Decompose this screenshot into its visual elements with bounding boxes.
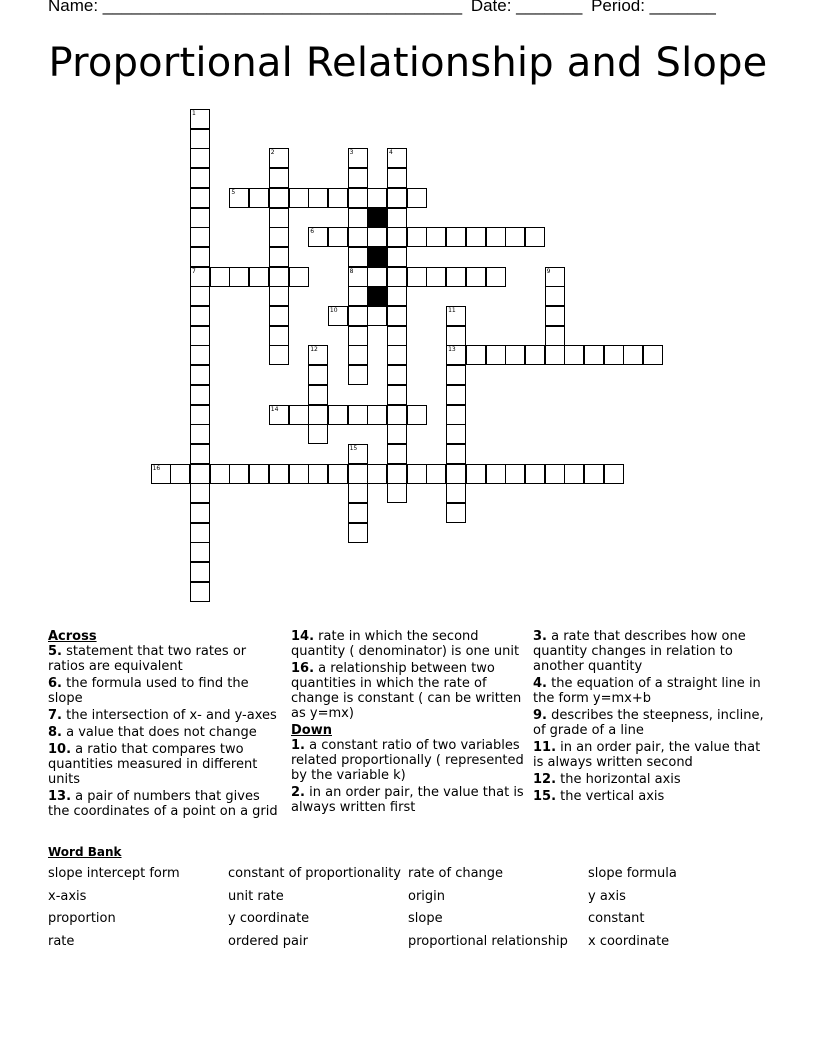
crossword-cell[interactable] — [308, 385, 328, 405]
crossword-cell[interactable] — [387, 168, 407, 188]
crossword-cell[interactable] — [308, 464, 328, 484]
crossword-cell[interactable] — [190, 326, 210, 346]
crossword-cell[interactable] — [269, 345, 289, 365]
crossword-cell[interactable] — [407, 405, 427, 425]
crossword-cell[interactable] — [387, 188, 407, 208]
clue-num: 4. — [533, 676, 547, 691]
crossword-cell[interactable] — [387, 267, 407, 287]
crossword-cell[interactable] — [190, 444, 210, 464]
crossword-cell[interactable] — [229, 267, 249, 287]
crossword-cell[interactable] — [367, 306, 387, 326]
crossword-cell[interactable] — [289, 267, 309, 287]
crossword-cell[interactable] — [446, 444, 466, 464]
page-title: Proportional Relationship and Slope — [48, 40, 768, 86]
crossword-cell[interactable] — [269, 247, 289, 267]
clue-number: 1 — [192, 110, 196, 117]
crossword-cell[interactable] — [446, 326, 466, 346]
crossword-cell[interactable] — [446, 503, 466, 523]
crossword-cell[interactable] — [446, 483, 466, 503]
clues-column-3 — [533, 629, 769, 806]
clue-number: 2 — [270, 149, 275, 157]
crossword-cell[interactable] — [387, 247, 407, 267]
down-heading: Down — [291, 723, 332, 738]
name-field[interactable]: Name: ______________________________________ — [48, 0, 463, 15]
crossword-cell[interactable] — [269, 208, 289, 228]
crossword-cell[interactable] — [348, 503, 368, 523]
crossword-cell[interactable] — [387, 365, 407, 385]
clue-number: 6 — [310, 228, 315, 236]
crossword-cell[interactable] — [584, 345, 604, 365]
clue-c3-4 — [533, 772, 769, 787]
crossword-cell[interactable] — [387, 227, 407, 247]
crossword-cell[interactable] — [564, 464, 584, 484]
crossword-cell[interactable] — [348, 267, 368, 287]
clue-c2d-1 — [291, 785, 527, 815]
clue-number: 12 — [310, 346, 318, 354]
word-bank-item: slope intercept form — [48, 866, 180, 881]
word-bank-item: constant of proportionality — [228, 866, 402, 881]
crossword-cell[interactable] — [466, 345, 486, 365]
clue-c1-5 — [48, 789, 284, 819]
crossword-cell[interactable] — [190, 582, 210, 602]
crossword-cell[interactable] — [486, 227, 506, 247]
crossword-cell[interactable] — [584, 464, 604, 484]
crossword-cell[interactable] — [505, 227, 525, 247]
word-bank-item: slope formula — [588, 866, 677, 881]
clue-num: 8. — [48, 725, 62, 740]
crossword-cell[interactable] — [190, 306, 210, 326]
crossword-cell[interactable] — [269, 286, 289, 306]
period-field[interactable]: Period: _______ — [591, 0, 716, 15]
crossword-cell[interactable] — [446, 424, 466, 444]
clue-text: in an order pair, the value that is always written second — [533, 740, 761, 770]
clue-c3-2 — [533, 708, 769, 738]
clue-number: 7 — [192, 267, 196, 275]
crossword-cell[interactable] — [387, 483, 407, 503]
crossword-cell[interactable] — [190, 227, 210, 247]
crossword-cell[interactable] — [407, 464, 427, 484]
clue-text: the formula used to find the slope — [48, 676, 249, 706]
crossword-cell[interactable] — [348, 188, 368, 208]
clue-c2a-0 — [291, 629, 527, 659]
crossword-cell[interactable] — [348, 227, 368, 247]
crossword-cell[interactable] — [486, 267, 506, 287]
crossword-cell[interactable] — [348, 365, 368, 385]
date-field[interactable]: Date: _______ — [470, 0, 583, 15]
clue-number: 4 — [389, 149, 393, 157]
clues-column-2 — [291, 629, 527, 817]
crossword-cell[interactable] — [190, 286, 210, 306]
crossword-cell[interactable] — [387, 208, 407, 228]
clue-num: 14. — [291, 629, 315, 644]
word-bank-item: proportional relationship — [408, 934, 568, 950]
clues-column-1 — [48, 629, 284, 821]
crossword-cell[interactable] — [348, 326, 368, 346]
clue-num: 5. — [48, 644, 62, 659]
clue-text: the horizontal axis — [556, 772, 681, 787]
word-bank-item: unit rate — [228, 888, 284, 904]
crossword-cell[interactable] — [328, 405, 348, 425]
crossword-cell[interactable] — [269, 227, 289, 247]
crossword-cell[interactable] — [348, 247, 368, 267]
crossword-cell[interactable] — [328, 464, 348, 484]
clue-text: a relationship between two quantities in which the rate of change is constant ( can be written as y=mx) — [291, 661, 522, 721]
clue-number: 13 — [448, 346, 456, 354]
clue-number: 5 — [231, 188, 236, 196]
crossword-cell[interactable] — [348, 444, 368, 464]
clue-num: 15. — [533, 789, 557, 804]
crossword-cell[interactable] — [190, 188, 210, 208]
crossword-cell[interactable] — [545, 326, 565, 346]
crossword-cell[interactable] — [426, 267, 446, 287]
crossword-cell[interactable] — [604, 464, 624, 484]
crossword-cell[interactable] — [229, 188, 249, 208]
crossword-cell[interactable] — [328, 188, 348, 208]
crossword-cell[interactable] — [387, 444, 407, 464]
clue-text: statement that two rates or ratios are equivalent — [48, 644, 247, 674]
clue-number: 8 — [349, 267, 354, 275]
crossword-cell[interactable] — [623, 345, 643, 365]
clue-text: a ratio that compares two quantities measured in different units — [48, 742, 258, 787]
crossword-cell[interactable] — [466, 267, 486, 287]
clue-text: a pair of numbers that gives the coordinates of a point on a grid — [48, 789, 278, 819]
clue-text: rate in which the second quantity ( denominator) is one unit — [291, 629, 520, 659]
crossword-cell[interactable] — [249, 464, 269, 484]
crossword-cell[interactable] — [466, 227, 486, 247]
clue-num: 11. — [533, 740, 557, 755]
crossword-cell[interactable] — [348, 483, 368, 503]
clue-text: a rate that describes how one quantity changes in relation to another quantity — [533, 629, 746, 674]
crossword-cell[interactable] — [190, 247, 210, 267]
clue-c1-1 — [48, 676, 284, 706]
crossword-cell[interactable] — [328, 227, 348, 247]
crossword-cell[interactable] — [348, 208, 368, 228]
clue-num: 12. — [533, 772, 557, 787]
crossword-cell[interactable] — [387, 148, 407, 168]
clue-num: 2. — [291, 785, 305, 800]
clue-number: 14 — [270, 405, 279, 413]
crossword-cell[interactable] — [308, 424, 328, 444]
crossword-cell[interactable] — [486, 345, 506, 365]
crossword-cell[interactable] — [348, 405, 368, 425]
crossword-cell[interactable] — [367, 188, 387, 208]
crossword-cell[interactable] — [190, 168, 210, 188]
crossword-cell[interactable] — [387, 306, 407, 326]
crossword-cell[interactable] — [328, 306, 348, 326]
crossword-cell[interactable] — [446, 385, 466, 405]
crossword-cell[interactable] — [190, 385, 210, 405]
crossword-cell[interactable] — [446, 227, 466, 247]
crossword-cell[interactable] — [190, 129, 210, 149]
crossword-cell[interactable] — [348, 523, 368, 543]
crossword-cell[interactable] — [525, 345, 545, 365]
crossword-cell[interactable] — [426, 227, 446, 247]
crossword-cell[interactable] — [545, 464, 565, 484]
crossword-cell[interactable] — [348, 464, 368, 484]
clue-c1-2 — [48, 708, 284, 723]
crossword-cell[interactable] — [190, 562, 210, 582]
crossword-cell[interactable] — [446, 365, 466, 385]
clue-text: a constant ratio of two variables related proportionally ( represented by the variable k) — [291, 738, 524, 783]
clue-c1-3 — [48, 725, 284, 740]
crossword-cell[interactable] — [210, 464, 230, 484]
crossword-cell[interactable] — [308, 188, 328, 208]
clue-text: the vertical axis — [556, 789, 665, 804]
crossword-cell[interactable] — [190, 109, 210, 129]
clue-text: a value that does not change — [61, 725, 257, 740]
crossword-cell[interactable] — [387, 286, 407, 306]
word-bank-item: slope — [408, 911, 443, 927]
crossword-cell[interactable] — [170, 464, 190, 484]
clue-c3-0 — [533, 629, 769, 674]
crossword-cell[interactable] — [387, 464, 407, 484]
crossword-cell[interactable] — [190, 523, 210, 543]
clue-number: 10 — [329, 307, 338, 314]
crossword-cell[interactable] — [289, 188, 309, 208]
crossword-cell[interactable] — [348, 286, 368, 306]
crossword-cell[interactable] — [367, 227, 387, 247]
crossword-cell[interactable] — [190, 464, 210, 484]
clue-c3-1 — [533, 676, 769, 706]
across-heading: Across — [48, 629, 97, 644]
crossword-cell[interactable] — [190, 542, 210, 562]
crossword-cell[interactable] — [387, 345, 407, 365]
crossword-cell[interactable] — [190, 267, 210, 287]
crossword-cell[interactable] — [387, 385, 407, 405]
crossword-cell[interactable] — [190, 405, 210, 425]
crossword-cell[interactable] — [466, 464, 486, 484]
clue-number: 11 — [448, 307, 456, 314]
clue-num: 10. — [48, 742, 72, 757]
crossword-cell[interactable] — [269, 267, 289, 287]
word-bank-item: y axis — [588, 888, 626, 904]
clue-number: 9 — [546, 267, 551, 275]
crossword-cell[interactable] — [190, 483, 210, 503]
crossword-cell[interactable] — [387, 326, 407, 346]
word-bank-item: ordered pair — [228, 934, 308, 950]
word-bank-item: origin — [408, 888, 446, 904]
crossword-cell[interactable] — [190, 208, 210, 228]
crossword-cell[interactable] — [407, 188, 427, 208]
crossword-cell[interactable] — [269, 306, 289, 326]
crossword-cell[interactable] — [308, 365, 328, 385]
crossword-cell[interactable] — [367, 405, 387, 425]
word-bank-item: rate of change — [408, 866, 504, 881]
clue-num: 9. — [533, 708, 547, 723]
crossword-cell[interactable] — [308, 345, 328, 365]
crossword-cell[interactable] — [308, 405, 328, 425]
crossword-cell[interactable] — [269, 188, 289, 208]
crossword-cell[interactable] — [269, 326, 289, 346]
crossword-cell[interactable] — [407, 267, 427, 287]
word-bank-item: proportion — [48, 911, 116, 927]
crossword-cell[interactable] — [407, 227, 427, 247]
crossword-cell[interactable] — [190, 503, 210, 523]
black-square — [367, 208, 387, 228]
crossword-cell[interactable] — [564, 345, 584, 365]
crossword-cell[interactable] — [289, 405, 309, 425]
crossword-cell[interactable] — [525, 227, 545, 247]
clue-text: describes the steepness, incline, of grade of a line — [533, 708, 764, 738]
crossword-cell[interactable] — [190, 345, 210, 365]
word-bank-item: y coordinate — [228, 911, 310, 927]
word-bank-heading: Word Bank — [48, 845, 122, 859]
crossword-cell[interactable] — [348, 148, 368, 168]
crossword-cell[interactable] — [190, 424, 210, 444]
crossword-cell[interactable] — [426, 464, 446, 484]
word-bank-item: x coordinate — [588, 934, 670, 950]
clue-num: 6. — [48, 676, 62, 691]
crossword-cell[interactable] — [643, 345, 663, 365]
crossword-cell[interactable] — [229, 464, 249, 484]
crossword-cell[interactable] — [289, 464, 309, 484]
clue-c2a-1 — [291, 661, 527, 721]
clue-c3-3 — [533, 740, 769, 770]
clue-c2d-0 — [291, 738, 527, 783]
crossword-cell[interactable] — [249, 267, 269, 287]
crossword-cell[interactable] — [387, 424, 407, 444]
clue-text: the intersection of x- and y-axes — [61, 708, 277, 723]
crossword-cell[interactable] — [210, 267, 230, 287]
clue-num: 3. — [533, 629, 547, 644]
crossword-cell[interactable] — [190, 148, 210, 168]
crossword-cell[interactable] — [545, 306, 565, 326]
crossword-cell[interactable] — [446, 267, 466, 287]
crossword-cell[interactable] — [604, 345, 624, 365]
word-bank-item: constant — [588, 911, 645, 927]
crossword-cell[interactable] — [348, 306, 368, 326]
clue-num: 13. — [48, 789, 72, 804]
crossword-cell[interactable] — [348, 168, 368, 188]
clue-number: 16 — [152, 464, 161, 472]
crossword-cell[interactable] — [151, 464, 171, 484]
crossword-cell[interactable] — [446, 464, 466, 484]
black-square — [367, 247, 387, 267]
clue-c1-4 — [48, 742, 284, 787]
crossword-cell[interactable] — [545, 345, 565, 365]
crossword-cell[interactable] — [308, 227, 328, 247]
crossword-cell[interactable] — [505, 464, 525, 484]
crossword-cell[interactable] — [545, 286, 565, 306]
crossword-cell[interactable] — [190, 365, 210, 385]
crossword-cell[interactable] — [446, 405, 466, 425]
crossword-cell[interactable] — [505, 345, 525, 365]
crossword-cell[interactable] — [446, 345, 466, 365]
clue-num: 1. — [291, 738, 305, 753]
crossword-cell[interactable] — [348, 345, 368, 365]
crossword-cell[interactable] — [367, 464, 387, 484]
clue-text: the equation of a straight line in the form y=mx+b — [533, 676, 761, 706]
crossword-cell[interactable] — [446, 306, 466, 326]
clue-number: 3 — [349, 149, 354, 157]
crossword-cell[interactable] — [367, 267, 387, 287]
crossword-cell[interactable] — [269, 464, 289, 484]
clue-text: in an order pair, the value that is always written first — [291, 785, 524, 815]
clue-num: 16. — [291, 661, 315, 676]
clue-c3-5 — [533, 789, 769, 804]
crossword-cell[interactable] — [269, 168, 289, 188]
crossword-cell[interactable] — [486, 464, 506, 484]
clue-c1-0 — [48, 644, 284, 674]
word-bank-item: x-axis — [48, 888, 87, 904]
crossword-cell[interactable] — [269, 148, 289, 168]
crossword-cell[interactable] — [269, 405, 289, 425]
clue-number: 15 — [349, 444, 358, 452]
clue-num: 7. — [48, 708, 62, 723]
black-square — [367, 286, 387, 306]
crossword-cell[interactable] — [387, 405, 407, 425]
crossword-cell[interactable] — [545, 267, 565, 287]
crossword-cell[interactable] — [249, 188, 269, 208]
crossword-cell[interactable] — [525, 464, 545, 484]
word-bank-item: rate — [48, 934, 75, 950]
